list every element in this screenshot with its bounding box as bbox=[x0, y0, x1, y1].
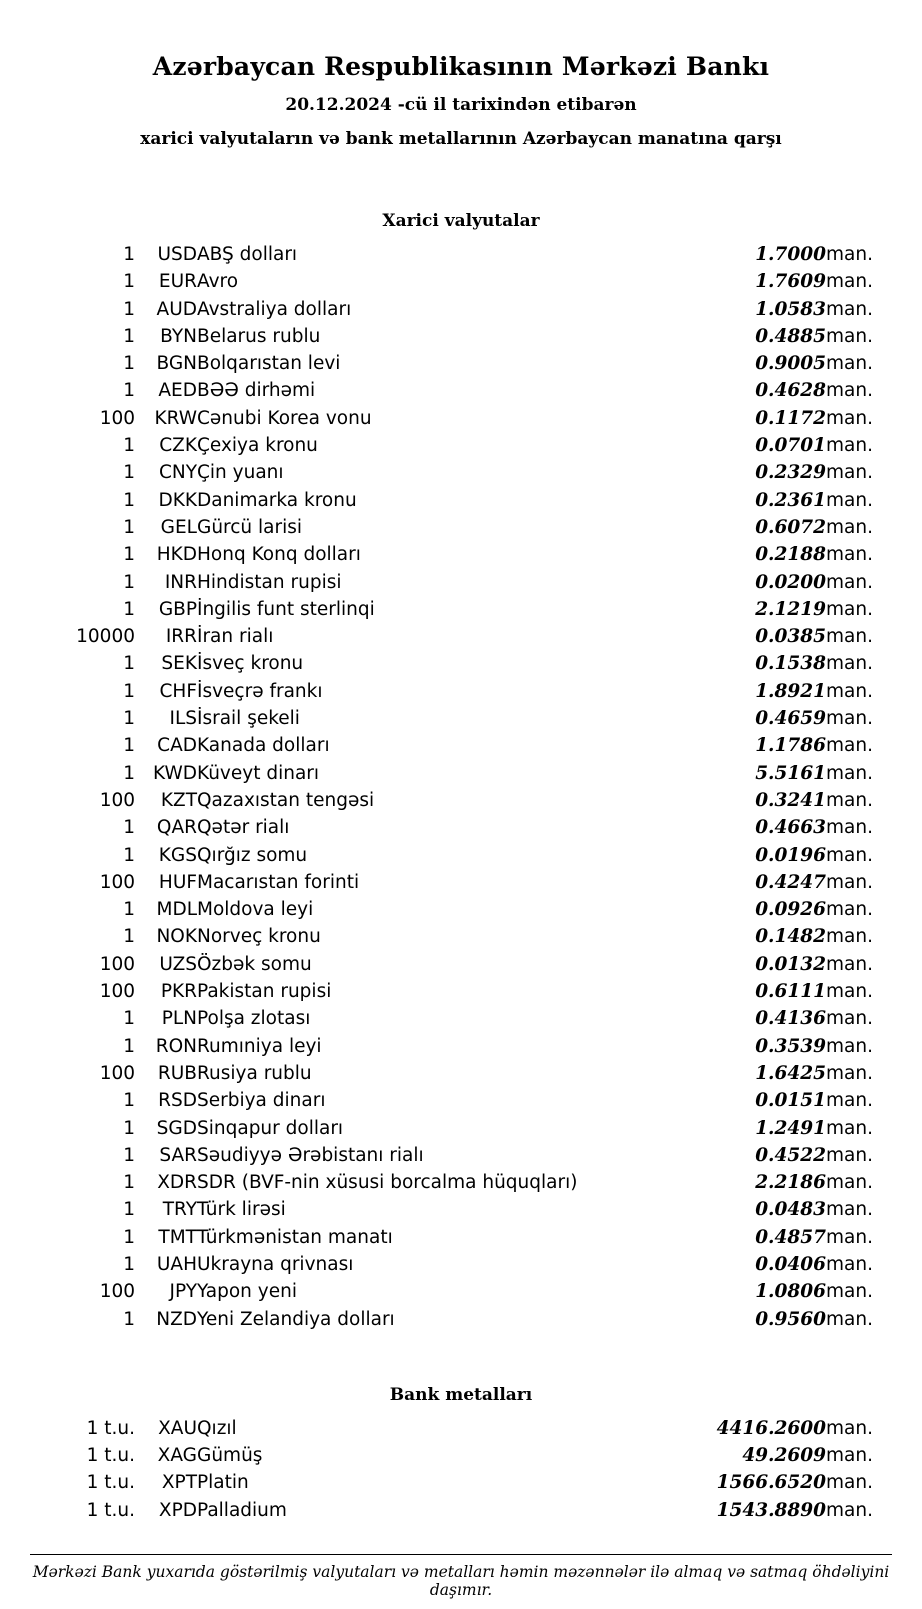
currency-name: Səudiyyə Ərəbistanı rialı bbox=[197, 1144, 424, 1166]
currency-code: HUF bbox=[158, 871, 197, 893]
rate-amount: 100 bbox=[99, 981, 135, 1003]
currency-name: İngilis funt sterlinqi bbox=[197, 598, 375, 620]
rate-amount: 1 bbox=[123, 598, 135, 620]
currency-name: Danimarka kronu bbox=[197, 489, 357, 511]
rate-unit: man. bbox=[826, 516, 873, 538]
currency-code: KWD bbox=[152, 762, 197, 784]
currency-row bbox=[30, 1142, 892, 1169]
currency-name: Bolqarıstan levi bbox=[197, 353, 341, 375]
rate-unit: man. bbox=[826, 298, 873, 320]
currency-name: Macarıstan forinti bbox=[197, 871, 360, 893]
currency-row bbox=[30, 896, 892, 923]
currency-row bbox=[30, 1115, 892, 1142]
metal-row bbox=[30, 1415, 892, 1442]
rate-unit: man. bbox=[826, 598, 873, 620]
rate-value: 0.0151 bbox=[755, 1090, 826, 1112]
rate-value: 0.2361 bbox=[755, 489, 826, 511]
currency-code: NZD bbox=[156, 1308, 197, 1330]
rate-unit: man. bbox=[826, 817, 873, 839]
rate-amount: 1 bbox=[123, 1117, 135, 1139]
rate-amount: 1 bbox=[123, 325, 135, 347]
currency-row bbox=[30, 487, 892, 514]
currency-name: Platin bbox=[197, 1472, 249, 1494]
metal-row bbox=[30, 1469, 892, 1496]
currency-row bbox=[30, 514, 892, 541]
rate-value: 1.0806 bbox=[755, 1281, 826, 1303]
currency-code: XAU bbox=[158, 1417, 197, 1439]
rate-value: 0.2329 bbox=[755, 462, 826, 484]
rate-value: 2.2186 bbox=[755, 1172, 826, 1194]
currency-code: CNY bbox=[158, 462, 197, 484]
rate-amount: 1 bbox=[123, 435, 135, 457]
rate-value: 0.6072 bbox=[755, 516, 826, 538]
currency-row bbox=[30, 951, 892, 978]
currency-name: Polşa zlotası bbox=[197, 1008, 311, 1030]
rate-amount: 1 bbox=[123, 489, 135, 511]
currency-name: Qətər rialı bbox=[197, 817, 290, 839]
rate-amount: 1 bbox=[123, 1035, 135, 1057]
rate-unit: man. bbox=[826, 1472, 873, 1494]
rate-unit: man. bbox=[826, 1008, 873, 1030]
currency-name: Belarus rublu bbox=[197, 325, 321, 347]
currency-row bbox=[30, 1005, 892, 1032]
rate-unit: man. bbox=[826, 1281, 873, 1303]
currency-row bbox=[30, 842, 892, 869]
rate-value: 5.5161 bbox=[755, 762, 826, 784]
currency-row bbox=[30, 623, 892, 650]
currency-row bbox=[30, 569, 892, 596]
rate-unit: man. bbox=[826, 735, 873, 757]
currency-code: UAH bbox=[156, 1253, 197, 1275]
currency-code: UZS bbox=[159, 953, 197, 975]
rate-unit: man. bbox=[826, 680, 873, 702]
currency-name: Palladium bbox=[197, 1499, 287, 1521]
metal-row bbox=[30, 1442, 892, 1469]
rate-value: 1566.6520 bbox=[716, 1472, 826, 1494]
rate-amount: 1 t.u. bbox=[86, 1445, 135, 1467]
rate-value: 1.1786 bbox=[755, 735, 826, 757]
rate-value: 0.4659 bbox=[755, 708, 826, 730]
currency-name: Çin yuanı bbox=[197, 462, 284, 484]
currency-row bbox=[30, 787, 892, 814]
currency-name: Hindistan rupisi bbox=[197, 571, 342, 593]
rate-value: 0.0196 bbox=[755, 844, 826, 866]
currency-row bbox=[30, 1196, 892, 1223]
currency-name: Çexiya kronu bbox=[197, 435, 318, 457]
rate-amount: 1 t.u. bbox=[86, 1472, 135, 1494]
rate-amount: 1 bbox=[123, 817, 135, 839]
currency-row bbox=[30, 1251, 892, 1278]
section-title-currencies: Xarici valyutalar bbox=[382, 211, 540, 231]
currency-code: QAR bbox=[156, 817, 197, 839]
currency-code: RON bbox=[155, 1035, 197, 1057]
currency-row bbox=[30, 241, 892, 268]
rate-unit: man. bbox=[826, 789, 873, 811]
rate-unit: man. bbox=[826, 1417, 873, 1439]
currency-code: BYN bbox=[160, 325, 197, 347]
rate-amount: 1 bbox=[123, 1199, 135, 1221]
currency-name: Türk lirəsi bbox=[197, 1199, 286, 1221]
rate-value: 1.8921 bbox=[755, 680, 826, 702]
rate-unit: man. bbox=[826, 1226, 873, 1248]
currency-row bbox=[30, 268, 892, 295]
rate-value: 0.4247 bbox=[755, 871, 826, 893]
rate-amount: 1 bbox=[123, 1226, 135, 1248]
currency-name: Cənubi Korea vonu bbox=[197, 407, 372, 429]
rate-unit: man. bbox=[826, 353, 873, 375]
currency-code: KRW bbox=[154, 407, 197, 429]
rate-amount: 1 bbox=[123, 1253, 135, 1275]
rate-value: 1.2491 bbox=[755, 1117, 826, 1139]
rate-value: 0.4857 bbox=[755, 1226, 826, 1248]
rate-amount: 1 t.u. bbox=[86, 1499, 135, 1521]
currency-name: Avstraliya dolları bbox=[197, 298, 352, 320]
currency-name: Yapon yeni bbox=[197, 1281, 297, 1303]
currency-name: Kanada dolları bbox=[197, 735, 330, 757]
rate-value: 0.0132 bbox=[755, 953, 826, 975]
rate-unit: man. bbox=[826, 244, 873, 265]
rate-amount: 1 bbox=[123, 1308, 135, 1330]
currency-name: Sinqapur dolları bbox=[197, 1117, 344, 1139]
rate-amount: 1 bbox=[123, 380, 135, 402]
currency-row bbox=[30, 1060, 892, 1087]
page-header bbox=[30, 52, 892, 149]
rate-value: 0.6111 bbox=[755, 981, 826, 1003]
currency-code: HKD bbox=[156, 544, 197, 566]
rate-unit: man. bbox=[826, 1144, 873, 1166]
rate-value: 49.2609 bbox=[742, 1445, 826, 1467]
rate-amount: 100 bbox=[99, 1281, 135, 1303]
currency-code: ILS bbox=[169, 708, 197, 730]
rate-unit: man. bbox=[826, 871, 873, 893]
currency-code: XPT bbox=[161, 1472, 197, 1494]
currency-row bbox=[30, 405, 892, 432]
rate-unit: man. bbox=[826, 489, 873, 511]
currency-name: Qazaxıstan tengəsi bbox=[197, 789, 375, 811]
rate-unit: man. bbox=[826, 1199, 873, 1221]
rate-value: 0.0483 bbox=[755, 1199, 826, 1221]
rate-amount: 1 bbox=[123, 899, 135, 921]
currency-row bbox=[30, 1278, 892, 1305]
rate-amount: 1 t.u. bbox=[86, 1417, 135, 1439]
rate-amount: 10000 bbox=[76, 626, 135, 648]
rate-amount: 1 bbox=[123, 844, 135, 866]
currency-name: Moldova leyi bbox=[197, 899, 314, 921]
rate-unit: man. bbox=[826, 462, 873, 484]
rate-unit: man. bbox=[826, 544, 873, 566]
currency-row bbox=[30, 350, 892, 377]
currency-name: Yeni Zelandiya dolları bbox=[197, 1308, 395, 1330]
currency-row bbox=[30, 459, 892, 486]
currency-row bbox=[30, 1033, 892, 1060]
rate-value: 0.3539 bbox=[755, 1035, 826, 1057]
rate-amount: 1 bbox=[123, 1008, 135, 1030]
rate-unit: man. bbox=[826, 1308, 873, 1330]
currency-code: DKK bbox=[158, 489, 197, 511]
rate-value: 0.3241 bbox=[755, 789, 826, 811]
rate-value: 4416.2600 bbox=[716, 1417, 826, 1439]
currency-code: PKR bbox=[160, 981, 197, 1003]
rate-amount: 1 bbox=[123, 1172, 135, 1194]
rate-unit: man. bbox=[826, 1253, 873, 1275]
rate-value: 0.4522 bbox=[755, 1144, 826, 1166]
currency-row bbox=[30, 377, 892, 404]
currency-code: GBP bbox=[158, 598, 197, 620]
currency-row bbox=[30, 760, 892, 787]
rate-unit: man. bbox=[826, 271, 873, 293]
currency-row bbox=[30, 650, 892, 677]
rate-amount: 1 bbox=[123, 1144, 135, 1166]
currency-name: Norveç kronu bbox=[197, 926, 321, 948]
currency-name: Rumıniya leyi bbox=[197, 1035, 322, 1057]
rate-unit: man. bbox=[826, 762, 873, 784]
rate-amount: 1 bbox=[123, 271, 135, 293]
rate-amount: 1 bbox=[123, 571, 135, 593]
rate-amount: 100 bbox=[99, 953, 135, 975]
rate-value: 0.4885 bbox=[755, 325, 826, 347]
rate-value: 0.9560 bbox=[755, 1308, 826, 1330]
rate-value: 0.1482 bbox=[755, 926, 826, 948]
currency-code: RSD bbox=[158, 1090, 197, 1112]
currency-code: TRY bbox=[162, 1199, 197, 1221]
effective-date-line: 20.12.2024 -cü il tarixindən etibarən bbox=[285, 95, 637, 115]
rate-unit: man. bbox=[826, 407, 873, 429]
currency-code: SGD bbox=[156, 1117, 197, 1139]
rate-value: 1.6425 bbox=[755, 1062, 826, 1084]
currency-row bbox=[30, 1169, 892, 1196]
rate-value: 1543.8890 bbox=[716, 1499, 826, 1521]
currency-row bbox=[30, 732, 892, 759]
rate-unit: man. bbox=[826, 844, 873, 866]
rate-value: 2.1219 bbox=[755, 598, 826, 620]
rate-unit: man. bbox=[826, 899, 873, 921]
currency-row bbox=[30, 432, 892, 459]
rate-amount: 100 bbox=[99, 407, 135, 429]
rate-unit: man. bbox=[826, 981, 873, 1003]
page-subtitle: xarici valyutaların və bank metallarının Azərbaycan manatına qarşı bbox=[140, 129, 782, 149]
currency-code: XDR bbox=[157, 1172, 197, 1194]
currency-name: İsveç kronu bbox=[197, 653, 304, 675]
currency-name: Rusiya rublu bbox=[197, 1062, 312, 1084]
rate-value: 0.2188 bbox=[755, 544, 826, 566]
currency-row bbox=[30, 678, 892, 705]
currency-row bbox=[30, 1087, 892, 1114]
currency-code: TMT bbox=[158, 1226, 197, 1248]
currency-code: INR bbox=[164, 571, 197, 593]
currency-name: İsveçrə frankı bbox=[197, 680, 323, 702]
currency-name: Gümüş bbox=[197, 1445, 263, 1467]
rate-value: 0.0385 bbox=[755, 626, 826, 648]
currency-code: JPY bbox=[169, 1281, 197, 1303]
currency-row bbox=[30, 978, 892, 1005]
rate-amount: 1 bbox=[123, 353, 135, 375]
currency-row bbox=[30, 1306, 892, 1333]
currency-name: Avro bbox=[197, 271, 239, 293]
currency-name: Qırğız somu bbox=[197, 844, 308, 866]
currency-code: EUR bbox=[158, 271, 197, 293]
currency-name: Türkmənistan manatı bbox=[197, 1226, 393, 1248]
currency-code: KGS bbox=[158, 844, 197, 866]
currency-name: SDR (BVF-nin xüsusi borcalma hüquqları) bbox=[197, 1172, 578, 1194]
section-title-metals: Bank metalları bbox=[389, 1384, 533, 1405]
rate-amount: 1 bbox=[123, 926, 135, 948]
rate-amount: 1 bbox=[123, 462, 135, 484]
rate-value: 0.4663 bbox=[755, 817, 826, 839]
currency-row bbox=[30, 814, 892, 841]
currency-name: İran rialı bbox=[197, 626, 274, 648]
rate-amount: 100 bbox=[99, 789, 135, 811]
currency-code: SAR bbox=[159, 1144, 197, 1166]
currency-code: CAD bbox=[157, 735, 197, 757]
currency-code: SEK bbox=[161, 653, 197, 675]
currency-name: ABŞ dolları bbox=[197, 244, 298, 265]
currency-name: Özbək somu bbox=[197, 953, 312, 975]
rate-value: 0.4136 bbox=[755, 1008, 826, 1030]
currency-name: Serbiya dinarı bbox=[197, 1090, 326, 1112]
currency-code: GEL bbox=[160, 516, 197, 538]
currency-code: CZK bbox=[159, 435, 197, 457]
currency-code: USD bbox=[157, 244, 197, 265]
currency-row bbox=[30, 869, 892, 896]
rate-amount: 1 bbox=[123, 1090, 135, 1112]
rate-amount: 1 bbox=[123, 544, 135, 566]
rate-value: 0.4628 bbox=[755, 380, 826, 402]
currency-name: Qızıl bbox=[197, 1417, 237, 1439]
currency-code: PLN bbox=[161, 1008, 197, 1030]
currency-name: Pakistan rupisi bbox=[197, 981, 332, 1003]
currency-code: IRR bbox=[165, 626, 197, 648]
currency-row bbox=[30, 323, 892, 350]
rate-value: 1.7609 bbox=[755, 271, 826, 293]
currency-code: AED bbox=[158, 380, 197, 402]
currency-row bbox=[30, 1224, 892, 1251]
rate-amount: 1 bbox=[123, 735, 135, 757]
currency-code: KZT bbox=[160, 789, 197, 811]
currency-code: NOK bbox=[156, 926, 197, 948]
currency-code: CHF bbox=[159, 680, 197, 702]
rate-unit: man. bbox=[826, 1172, 873, 1194]
rate-unit: man. bbox=[826, 380, 873, 402]
rate-unit: man. bbox=[826, 325, 873, 347]
rate-value: 0.9005 bbox=[755, 353, 826, 375]
currency-row bbox=[30, 705, 892, 732]
rate-amount: 1 bbox=[123, 762, 135, 784]
rate-value: 0.1538 bbox=[755, 653, 826, 675]
metal-rates-table bbox=[30, 1415, 892, 1524]
rate-unit: man. bbox=[826, 653, 873, 675]
page-title: Azərbaycan Respublikasının Mərkəzi Bankı bbox=[152, 52, 770, 81]
rate-value: 0.1172 bbox=[755, 407, 826, 429]
currency-name: Gürcü larisi bbox=[197, 516, 303, 538]
rate-value: 1.7000 bbox=[755, 244, 826, 265]
rate-unit: man. bbox=[826, 1062, 873, 1084]
rate-amount: 1 bbox=[123, 244, 135, 265]
rate-value: 0.0701 bbox=[755, 435, 826, 457]
rate-value: 0.0200 bbox=[755, 571, 826, 593]
rate-unit: man. bbox=[826, 626, 873, 648]
rate-unit: man. bbox=[826, 708, 873, 730]
rate-unit: man. bbox=[826, 1117, 873, 1139]
rate-unit: man. bbox=[826, 435, 873, 457]
currency-name: BƏƏ dirhəmi bbox=[197, 380, 316, 402]
currency-row bbox=[30, 296, 892, 323]
metal-row bbox=[30, 1497, 892, 1524]
rate-value: 0.0406 bbox=[755, 1253, 826, 1275]
currency-row bbox=[30, 541, 892, 568]
currency-code: XAG bbox=[157, 1445, 197, 1467]
rate-unit: man. bbox=[826, 1090, 873, 1112]
rate-amount: 100 bbox=[99, 871, 135, 893]
currency-name: İsrail şekeli bbox=[197, 708, 300, 730]
currency-name: Küveyt dinarı bbox=[197, 762, 320, 784]
rate-amount: 1 bbox=[123, 680, 135, 702]
currency-row bbox=[30, 923, 892, 950]
rate-unit: man. bbox=[826, 571, 873, 593]
currency-code: MDL bbox=[156, 899, 197, 921]
rate-unit: man. bbox=[826, 1499, 873, 1521]
rate-amount: 1 bbox=[123, 516, 135, 538]
rate-unit: man. bbox=[826, 926, 873, 948]
currency-rates-table bbox=[30, 241, 892, 1333]
currency-code: RUB bbox=[157, 1062, 197, 1084]
rate-unit: man. bbox=[826, 1445, 873, 1467]
rate-amount: 1 bbox=[123, 708, 135, 730]
currency-code: BGN bbox=[156, 353, 197, 375]
currency-row bbox=[30, 596, 892, 623]
currency-code: AUD bbox=[156, 298, 197, 320]
rate-amount: 1 bbox=[123, 653, 135, 675]
currency-code: XPD bbox=[158, 1499, 197, 1521]
rate-amount: 1 bbox=[123, 298, 135, 320]
currency-name: Ukrayna qrivnası bbox=[197, 1253, 354, 1275]
rate-unit: man. bbox=[826, 1035, 873, 1057]
rate-unit: man. bbox=[826, 953, 873, 975]
footer-note: Mərkəzi Bank yuxarıda göstərilmiş valyutaları və metalları həmin məzənnələr ilə almaq və satmaq öhdəliyini daşımır. bbox=[30, 1554, 892, 1599]
currency-name: Honq Konq dolları bbox=[197, 544, 361, 566]
rate-value: 0.0926 bbox=[755, 899, 826, 921]
rate-amount: 100 bbox=[99, 1062, 135, 1084]
rate-value: 1.0583 bbox=[755, 298, 826, 320]
